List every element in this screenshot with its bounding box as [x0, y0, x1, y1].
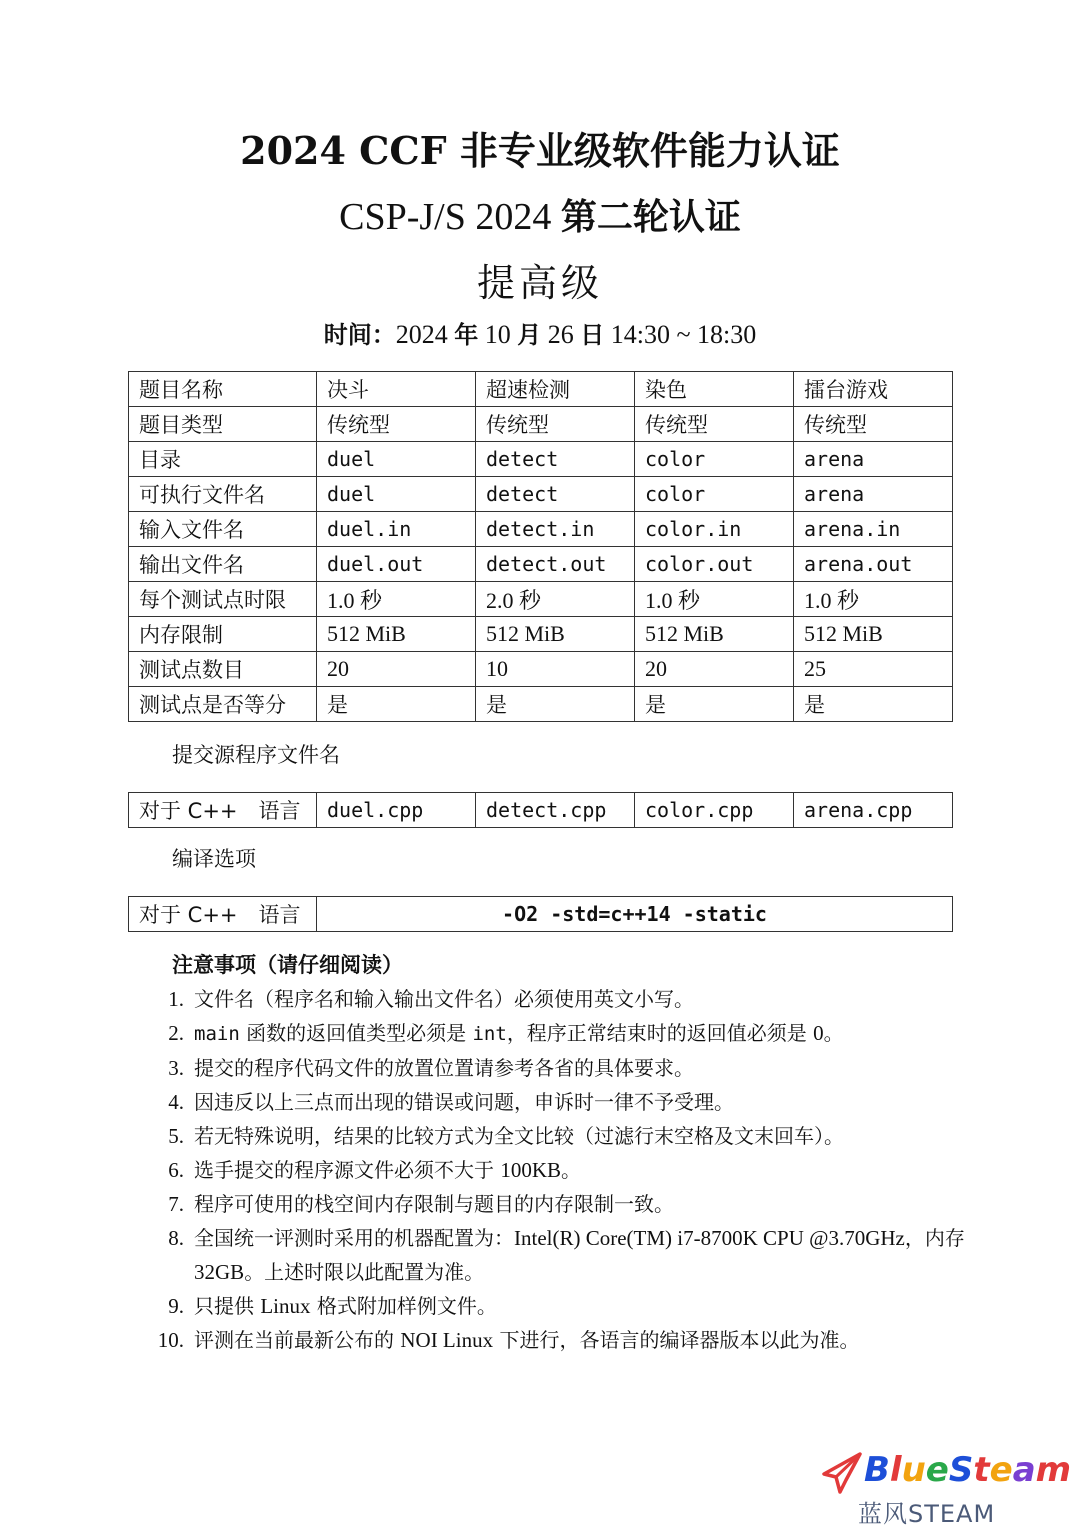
table-cell: 1.0 秒 [794, 582, 953, 617]
table-cell: arena [794, 477, 953, 512]
row-label: 题目类型 [129, 407, 317, 442]
time-day: 26 [541, 320, 581, 349]
table-cell: 10 [476, 652, 635, 687]
submit-file: color.cpp [635, 793, 794, 828]
table-cell: 2.0 秒 [476, 582, 635, 617]
table-cell: 传统型 [635, 407, 794, 442]
table-cell: 20 [317, 652, 476, 687]
submit-file: arena.cpp [794, 793, 953, 828]
table-cell: 是 [317, 687, 476, 722]
table-cell: detect [476, 477, 635, 512]
logo-letter: B [864, 1450, 890, 1490]
list-item [150, 1187, 980, 1221]
submit-file: detect.cpp [476, 793, 635, 828]
note-text: 全国统一评测时采用的机器配置为： [194, 1226, 514, 1250]
logo-letter: a [1012, 1450, 1036, 1490]
note-text: 。 [823, 1021, 844, 1045]
table-cell: 512 MiB [317, 617, 476, 652]
table-cell: 1.0 秒 [635, 582, 794, 617]
note-text: Linux [260, 1294, 311, 1318]
compile-heading: 编译选项 [172, 847, 256, 871]
submit-filename-table [128, 792, 953, 828]
row-label: 输出文件名 [129, 547, 317, 582]
table-cell: 1.0 秒 [317, 582, 476, 617]
time-year-unit: 年 [454, 321, 479, 349]
table-cell: 20 [635, 652, 794, 687]
note-text: 若无特殊说明，结果的比较方式为全文比较（过滤行末空格及文末回车）。 [194, 1124, 844, 1148]
time-day-unit: 日 [580, 321, 605, 349]
table-row [129, 512, 953, 547]
table-cell: color [635, 442, 794, 477]
note-text: Intel(R) Core(TM) i7-8700K CPU @3.70GHz [514, 1226, 905, 1250]
table-cell: duel.out [317, 547, 476, 582]
note-text: 提交的程序代码文件的放置位置请参考各省的具体要求。 [194, 1056, 694, 1080]
list-item [150, 1289, 980, 1323]
note-text: 。上述时限以此配置为准。 [244, 1260, 485, 1284]
note-text: ，内存 [904, 1226, 965, 1250]
note-text: 选手提交的程序源文件必须不大于 [194, 1158, 501, 1182]
table-row [129, 547, 953, 582]
logo-letter: e [925, 1450, 949, 1490]
list-number: 2. [168, 1021, 184, 1045]
list-item [150, 1085, 980, 1119]
table-cell: 擂台游戏 [794, 372, 953, 407]
note-text: main [194, 1023, 240, 1045]
table-cell: color.out [635, 547, 794, 582]
note-text: ，程序正常结束时的返回值必须是 [506, 1021, 814, 1045]
notes-heading: 注意事项（请仔细阅读） [172, 953, 403, 977]
document-title: 2024 CCF 非专业级软件能力认证 [240, 128, 840, 173]
time-year: 2024 [395, 320, 455, 349]
logo-letter: e [989, 1450, 1013, 1490]
row-label: 内存限制 [129, 617, 317, 652]
table-cell: arena [794, 442, 953, 477]
list-item [150, 1051, 980, 1085]
list-item [150, 1119, 980, 1153]
note-text: 0 [813, 1021, 824, 1045]
submit-file: duel.cpp [317, 793, 476, 828]
logo-letter: l [889, 1450, 902, 1490]
note-text: 32GB [194, 1260, 245, 1284]
list-number: 1. [168, 987, 184, 1011]
note-text: 只提供 [194, 1294, 261, 1318]
table-cell: 传统型 [794, 407, 953, 442]
table-cell: color [635, 477, 794, 512]
table-cell: arena.out [794, 547, 953, 582]
table-cell: 512 MiB [476, 617, 635, 652]
table-cell: detect.out [476, 547, 635, 582]
time-month: 10 [478, 320, 518, 349]
bluesteam-logo [822, 1450, 1072, 1528]
table-cell: duel.in [317, 512, 476, 547]
compile-options: -O2 -std=c++14 -static [317, 897, 953, 932]
list-number: 8. [168, 1226, 184, 1250]
table-cell: 512 MiB [635, 617, 794, 652]
list-number: 4. [168, 1090, 184, 1114]
list-number: 5. [168, 1124, 184, 1148]
note-text: 格式附加样例文件。 [310, 1294, 497, 1318]
row-label: 可执行文件名 [129, 477, 317, 512]
table-row [129, 477, 953, 512]
note-text: 。 [561, 1158, 582, 1182]
row-label: 测试点是否等分 [129, 687, 317, 722]
list-number: 3. [168, 1056, 184, 1080]
table-row [129, 652, 953, 687]
subtitle-latin: CSP-J/S 2024 [339, 196, 561, 238]
time-range: 14:30 ~ 18:30 [604, 320, 757, 349]
note-text: 评测在当前最新公布的 [194, 1328, 401, 1352]
note-text: 下进行，各语言的编译器版本以此为准。 [493, 1328, 860, 1352]
list-item [150, 1221, 980, 1289]
table-row [129, 793, 953, 828]
list-number: 10. [157, 1328, 184, 1352]
submit-heading: 提交源程序文件名 [172, 743, 340, 767]
document-subtitle [0, 192, 1080, 243]
table-cell: 是 [476, 687, 635, 722]
row-label: 测试点数目 [129, 652, 317, 687]
table-cell: 512 MiB [794, 617, 953, 652]
row-label: 目录 [129, 442, 317, 477]
table-cell: 超速检测 [476, 372, 635, 407]
note-text: 文件名（程序名和输入输出文件名）必须使用英文小写。 [194, 987, 694, 1011]
row-label: 输入文件名 [129, 512, 317, 547]
list-number: 7. [168, 1192, 184, 1216]
list-number: 9. [168, 1294, 184, 1318]
list-item [150, 982, 980, 1016]
note-text: 100KB [500, 1158, 562, 1182]
compile-label: 对于 C++ 语言 [129, 897, 317, 932]
table-row [129, 687, 953, 722]
table-cell: 是 [794, 687, 953, 722]
table-row [129, 897, 953, 932]
note-text: 程序可使用的栈空间内存限制与题目的内存限制一致。 [194, 1192, 674, 1216]
subtitle-cjk: 第二轮认证 [560, 197, 741, 238]
table-cell: detect.in [476, 512, 635, 547]
logo-letter: m [1035, 1450, 1072, 1490]
list-number: 6. [168, 1158, 184, 1182]
logo-letter: t [973, 1450, 990, 1490]
note-text: 函数的返回值类型必须是 [239, 1021, 473, 1045]
table-cell: arena.in [794, 512, 953, 547]
table-row [129, 407, 953, 442]
table-cell: color.in [635, 512, 794, 547]
table-cell: duel [317, 477, 476, 512]
logo-letter: S [948, 1450, 974, 1490]
list-item [150, 1016, 980, 1051]
notes-list [150, 982, 980, 1357]
submit-label: 对于 C++ 语言 [129, 793, 317, 828]
table-cell: 25 [794, 652, 953, 687]
table-cell: 染色 [635, 372, 794, 407]
table-cell: 传统型 [476, 407, 635, 442]
list-item [150, 1153, 980, 1187]
note-text: 因违反以上三点而出现的错误或问题，申诉时一律不予受理。 [194, 1090, 734, 1114]
time-month-unit: 月 [517, 321, 542, 349]
table-row [129, 582, 953, 617]
note-text: int [472, 1023, 507, 1045]
logo-subtitle: 蓝风STEAM [858, 1500, 996, 1528]
level-title: 提高级 [476, 261, 603, 305]
logo-letter: u [901, 1450, 926, 1490]
time-label: 时间： [323, 321, 396, 349]
table-cell: detect [476, 442, 635, 477]
note-text: NOI Linux [400, 1328, 494, 1352]
paper-plane-icon [822, 1452, 862, 1494]
list-item [150, 1323, 980, 1357]
table-row [129, 442, 953, 477]
table-cell: 决斗 [317, 372, 476, 407]
compile-options-table [128, 896, 953, 932]
logo-wordmark [864, 1450, 1071, 1490]
problem-info-table [128, 371, 953, 722]
table-row [129, 617, 953, 652]
table-cell: 是 [635, 687, 794, 722]
table-cell: duel [317, 442, 476, 477]
row-label: 每个测试点时限 [129, 582, 317, 617]
table-row [129, 372, 953, 407]
row-label: 题目名称 [129, 372, 317, 407]
table-cell: 传统型 [317, 407, 476, 442]
exam-time [0, 315, 1080, 355]
